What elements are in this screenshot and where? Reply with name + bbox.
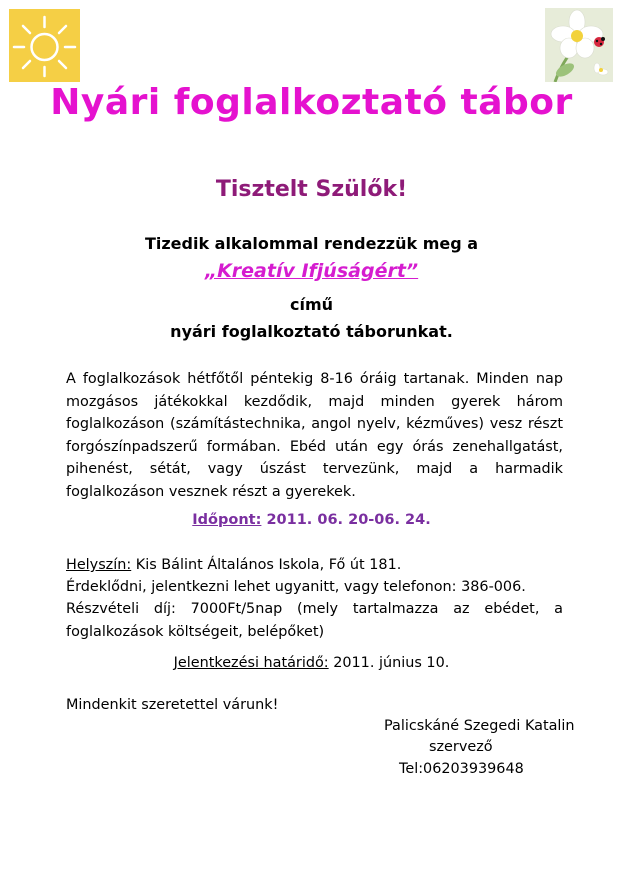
daisy-ladybug-icon [545, 8, 613, 82]
date-label: Időpont: [192, 512, 262, 528]
description-paragraph: A foglalkozások hétfőtől péntekig 8-16 óráig tartanak. Minden nap mozgásos játékokkal kezdődik, majd minden gyerek három foglalkozáson (számítástechnika, angol nyelv, kézműves) vesz részt forgószínpadszerű formában. Ebéd után egy órás zenehallgatást, pihenést, sétát, vagy úszást tervezünk, majd a harmadik foglalkozáson vesznek részt a gyerekek. [66, 371, 563, 500]
deadline-value: 2011. június 10. [328, 655, 450, 671]
greeting-heading: Tisztelt Szülők! [215, 177, 408, 202]
intro-line-3: nyári foglalkoztató táborunkat. [170, 322, 453, 341]
inquiry-line: Érdeklődni, jelentkezni lehet ugyanitt, vagy telefonon: 386-006. [66, 579, 526, 595]
closing-line: Mindenkit szeretettel várunk! [66, 697, 279, 713]
location-label: Helyszín: [66, 557, 132, 573]
date-line [0, 512, 623, 528]
location-line [66, 554, 563, 577]
intro-line-1: Tizedik alkalommal rendezzük meg a [144, 234, 479, 253]
sun-icon [9, 9, 80, 82]
page-title: Nyári foglalkoztató tábor [50, 82, 573, 123]
camp-name: „Kreatív Ifjúságért” [204, 260, 419, 282]
deadline-line [0, 655, 623, 671]
deadline-label: Jelentkezési határidő: [173, 655, 329, 671]
fee-line: Részvételi díj: 7000Ft/5nap (mely tartalmazza az ebédet, a foglalkozások költségeit, belépőket) [66, 601, 563, 640]
intro-line-2: című [289, 295, 334, 314]
date-value: 2011. 06. 20-06. 24. [261, 512, 431, 528]
signature-phone: Tel:06203939648 [399, 761, 524, 777]
location-value: Kis Bálint Általános Iskola, Fő út 181. [131, 557, 402, 573]
signature-role: szervező [429, 739, 493, 755]
signature-name: Palicskáné Szegedi Katalin [384, 718, 575, 734]
